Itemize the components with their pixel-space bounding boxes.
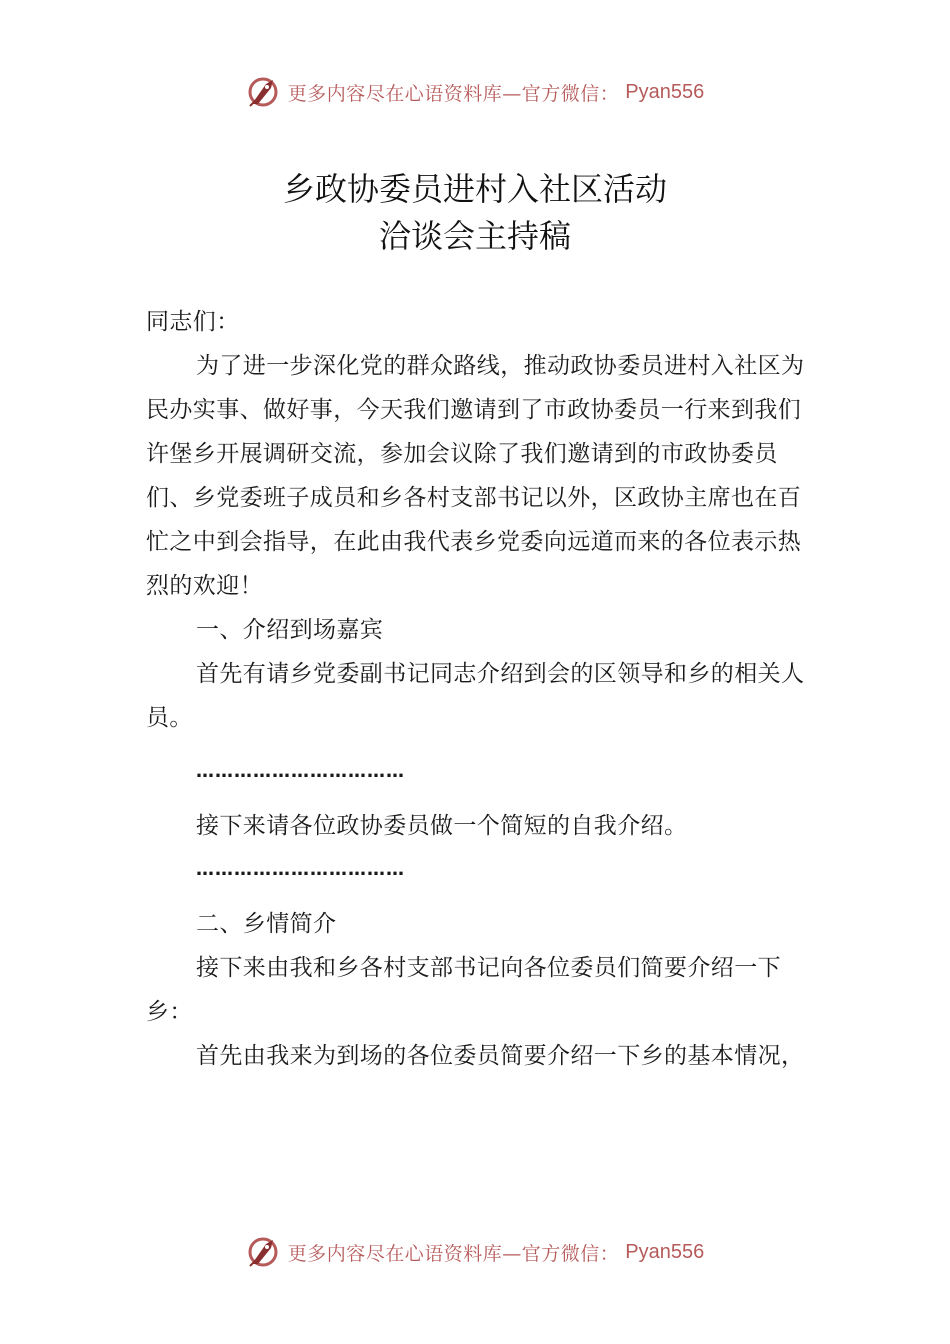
paragraph-self-intro: 接下来请各位政协委员做一个简短的自我介绍。 — [196, 813, 688, 839]
paragraph-township-intro: 接下来由我和乡各村支部书记向各位委员们简要介绍一下乡： — [146, 955, 781, 1025]
ellipsis-divider-2: …………………………… — [196, 859, 405, 880]
document-title — [0, 166, 950, 260]
paragraph-basic-situation: 首先由我来为到场的各位委员简要介绍一下乡的基本情况， — [196, 1043, 805, 1069]
footer-banner — [0, 1232, 950, 1272]
title-line-1: 乡政协委员进村入社区活动 — [282, 170, 667, 208]
paragraph-welcome: 为了进一步深化党的群众路线，推动政协委员进村入社区为民办实事、做好事，今天我们邀请到了市政协委员一行来到我们许堡乡开展调研交流，参加会议除了我们邀请到的市政协委员们、乡党委班子成员和乡各村支部书记以外，区政协主席也在百忙之中到会指导，在此由我代表乡党委向远道而来的各位表示热烈的欢迎！ — [146, 353, 805, 599]
title-line-2: 洽谈会主持稿 — [378, 217, 571, 255]
pen-nib-logo-icon — [246, 1234, 282, 1270]
salutation: 同志们： — [146, 309, 240, 335]
footer-banner-text: 更多内容尽在心语资料库—官方微信： — [287, 1242, 620, 1265]
section-heading-guests: 一、介绍到场嘉宾 — [196, 617, 384, 643]
document-body — [146, 300, 810, 1078]
header-banner — [0, 72, 950, 112]
paragraph-introduce-leaders: 首先有请乡党委副书记同志介绍到会的区领导和乡的相关人员。 — [146, 661, 805, 731]
header-banner-wechat-id: Pyan556 — [625, 80, 705, 103]
ellipsis-divider-1: …………………………… — [196, 761, 405, 782]
header-banner-text: 更多内容尽在心语资料库—官方微信： — [287, 82, 620, 105]
section-heading-township: 二、乡情简介 — [196, 911, 337, 937]
footer-banner-wechat-id: Pyan556 — [625, 1240, 705, 1263]
pen-nib-logo-icon — [246, 74, 282, 110]
